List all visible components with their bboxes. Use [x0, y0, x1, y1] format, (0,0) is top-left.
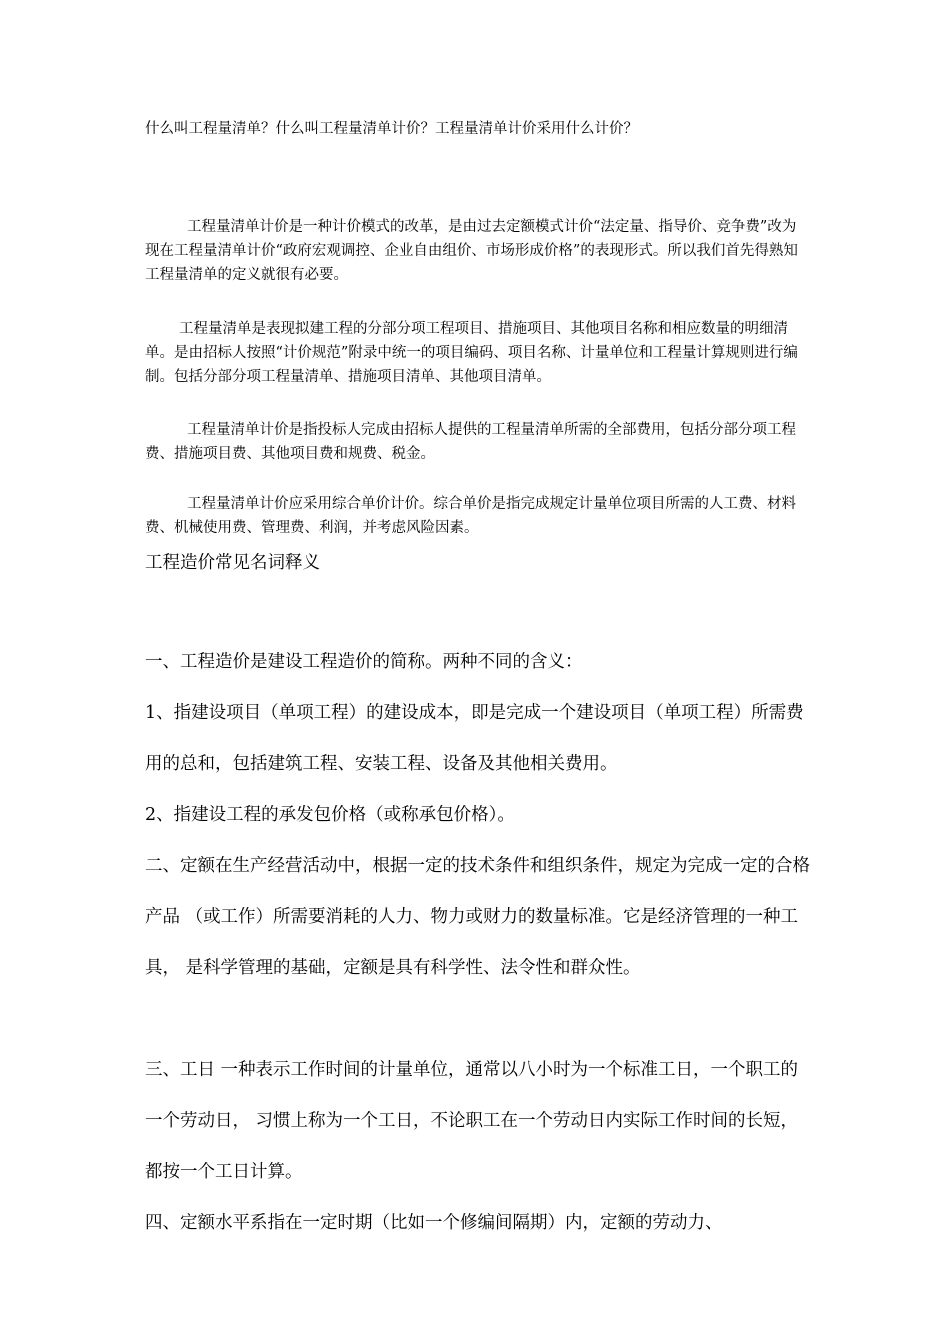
section-title: 工程造价常见名词释义 [145, 553, 320, 573]
paragraph-bill-pricing: 工程量清单计价是指投标人完成由招标人提供的工程量清单所需的全部费用，包括分部分项工程费、措施项目费、其他项目费和规费、税金。 [145, 422, 796, 462]
question-line: 什么叫工程量清单？什么叫工程量清单计价？工程量清单计价采用什么计价？ [145, 121, 638, 137]
paragraph-pricing-reform: 工程量清单计价是一种计价模式的改革，是由过去定额模式计价“法定量、指导价、竞争费”改为现在工程量清单计价“政府宏观调控、企业自由组价、市场形成价格”的表现形式。所以我们首先得熟知工程量清单的定义就很有必要。 [145, 219, 798, 283]
term-4-quota-level: 四、定额水平系指在一定时期（比如一个修编间隔期）内，定额的劳动力、 [145, 1213, 723, 1233]
term-1: 一、工程造价是建设工程造价的简称。两种不同的含义： [145, 652, 583, 672]
term-3-workday: 三、工日 一种表示工作时间的计量单位，通常以八小时为一个标准工日，一个职工的一个劳动日， 习惯上称为一个工日，不论职工在一个劳动日内实际工作时间的长短， 都按一个工日计算。 [145, 1060, 799, 1182]
term-1-meaning-1: 1、指建设项目（单项工程）的建设成本，即是完成一个建设项目（单项工程）所需费用的总和，包括建筑工程、安装工程、设备及其他相关费用。 [145, 703, 804, 774]
paragraph-bill-definition: 工程量清单是表现拟建工程的分部分项工程项目、措施项目、其他项目名称和相应数量的明细清单。是由招标人按照“计价规范”附录中统一的项目编码、项目名称、计量单位和工程量计算规则进行编制。包括分部分项工程量清单、措施项目清单、其他项目清单。 [145, 321, 798, 385]
term-2-quota: 二、定额在生产经营活动中，根据一定的技术条件和组织条件，规定为完成一定的合格产品 （或工作）所需要消耗的人力、物力或财力的数量标准。它是经济管理的一种工具， 是科学管理的基础，定额是具有科学性、法令性和群众性。 [145, 856, 810, 978]
term-1-meaning-2: 2、指建设工程的承发包价格（或称承包价格）。 [145, 805, 515, 825]
paragraph-unit-price: 工程量清单计价应采用综合单价计价。综合单价是指完成规定计量单位项目所需的人工费、材料费、机械使用费、管理费、利润，并考虑风险因素。 [145, 496, 796, 536]
